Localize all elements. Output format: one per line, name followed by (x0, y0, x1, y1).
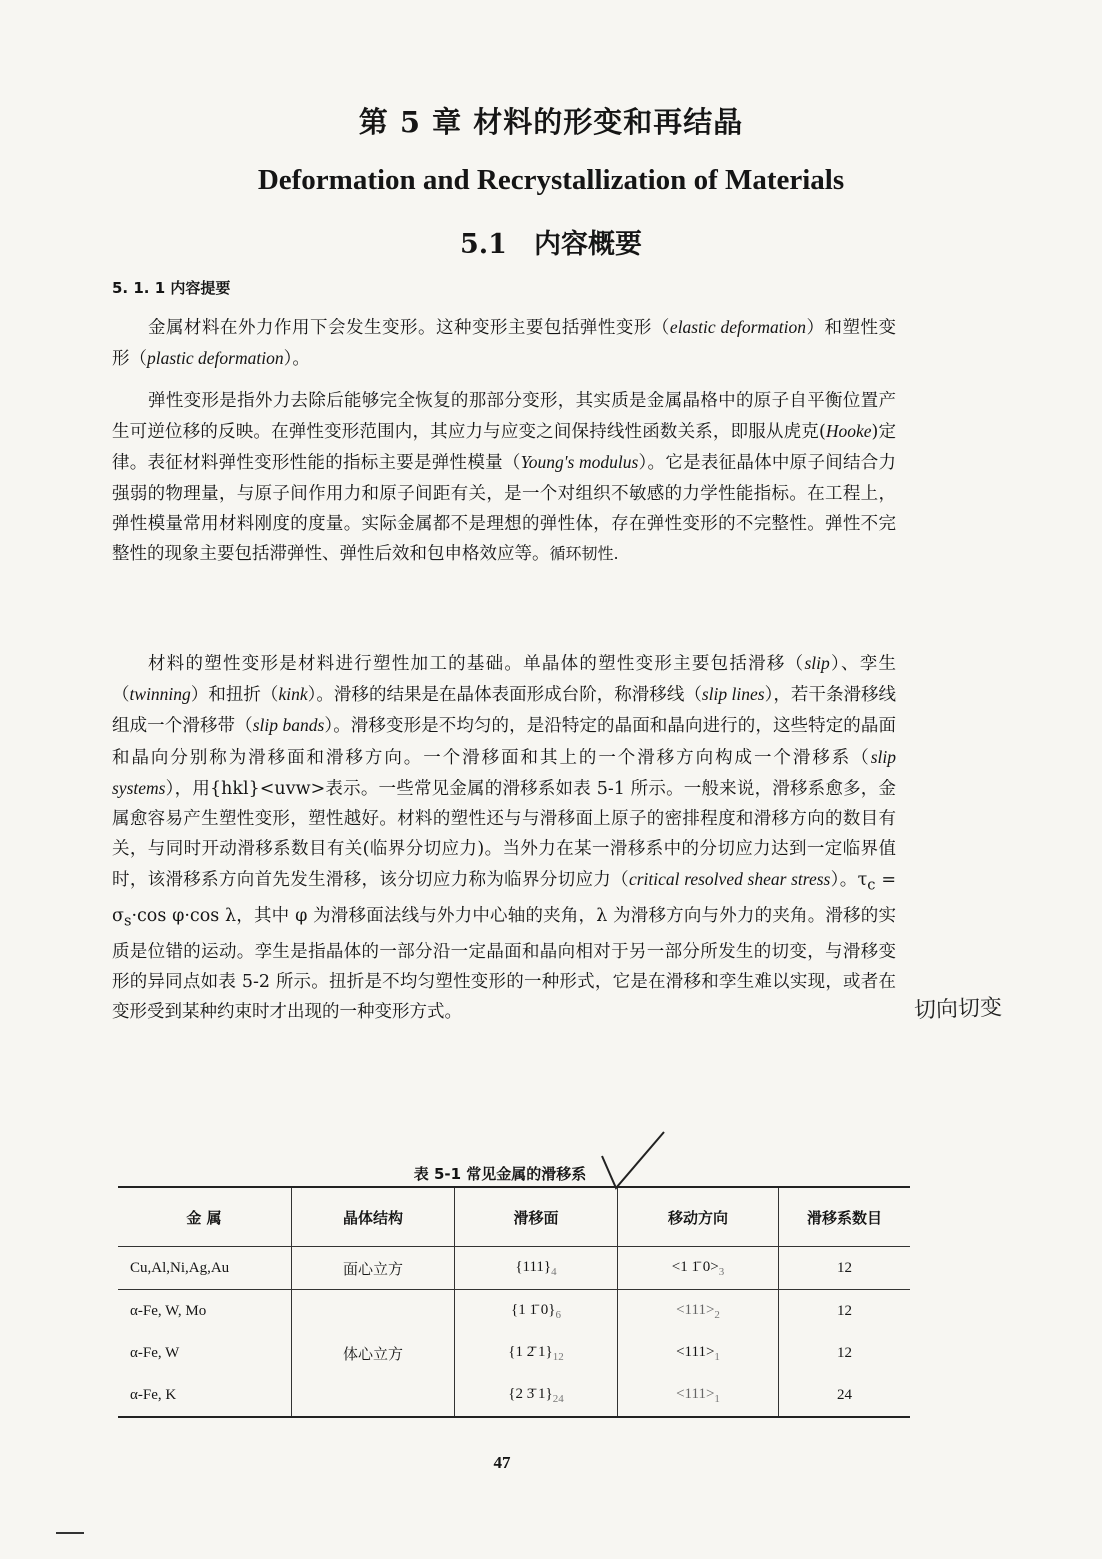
formula-sub: c (867, 876, 876, 894)
table-cell (618, 1290, 779, 1333)
table-cell (292, 1290, 455, 1333)
text-run: ）。滑移的结果是在晶体表面形成台阶，称滑移线（ (307, 685, 702, 706)
table-row (118, 1290, 910, 1333)
table-cell: 12 (779, 1247, 911, 1290)
margin-handwritten-note: 切向切变 (913, 995, 1003, 1024)
slip-system-table (118, 1186, 910, 1418)
text-run: ），若干条滑移线组成一个滑移带（ (112, 685, 897, 737)
section-title: 5.1 内容概要 (460, 229, 642, 260)
term-en: plastic deformation (147, 348, 284, 369)
cell-text: <111> (676, 1385, 715, 1402)
table-cell: Cu,Al,Ni,Ag,Au (118, 1247, 292, 1290)
term-en: slip systems (112, 746, 896, 798)
cell-text: {1 2̄ 1} (508, 1343, 553, 1360)
text-run: ）。滑移变形是不均匀的，是沿特定的晶面和晶向进行的，这些特定的晶面和晶向分别称为滑移面和滑移方向。一个滑移面和其上的一个滑移方向构成一个滑移系（ (112, 716, 896, 768)
text-run: ）和塑性变形（ (112, 318, 897, 370)
term-en: slip lines (701, 684, 765, 705)
table-row (118, 1247, 910, 1290)
paragraph-3 (112, 648, 896, 1027)
table-cell (292, 1374, 455, 1417)
formula-sub: s (123, 912, 132, 930)
header-cell: 金 属 (118, 1187, 292, 1247)
table-row (118, 1332, 910, 1374)
term-en: kink (278, 684, 308, 705)
header-cell: 移动方向 (618, 1187, 779, 1247)
text-run: ·cos φ·cos λ，其中 φ 为滑移面法线与外力中心轴的夹角，λ 为滑移方向与外力的夹角。滑移的实质是位错的运动。孪生是指晶体的一部分沿一定晶面和晶向相对于另一部分所发生的切变，与滑移变形的异同点如表 5-2 所示。扭折是不均匀塑性变形的一种形式，它是在滑移和孪生难以实现，或者在变形受到某种约束时才出现的一种变形方式。 (112, 906, 896, 1023)
table-caption: 表 5-1 常见金属的滑移系 (413, 1165, 587, 1183)
term-en: slip (804, 653, 830, 673)
table-cell: 面心立方 (292, 1247, 455, 1290)
cell-text: <111> (676, 1343, 715, 1360)
header-cell: 晶体结构 (292, 1187, 455, 1247)
table-cell (618, 1374, 779, 1417)
text-run: ）。 (283, 349, 310, 370)
term-en: Young's modulus (520, 452, 639, 473)
subsection-title: 5. 1. 1 内容提要 (112, 279, 231, 297)
text-run: ）。它是表征晶体中原子间结合力强弱的物理量，与原子间作用力和原子间距有关，是一个对组织不敏感的力学性能指标。在工程上，弹性模量常用材料刚度的度量。实际金属都不是理想的弹性体，存在弹性变形的不完整性。弹性不完整性的现象主要包括滞弹性、弹性后效和包申格效应等。 (112, 453, 897, 565)
table-cell (618, 1247, 779, 1290)
table-cell: 体心立方 (292, 1332, 455, 1374)
page-number: 47 (493, 1453, 511, 1472)
text-run: 材料的塑性变形是材料进行塑性加工的基础。单晶体的塑性变形主要包括滑移（ (148, 654, 805, 674)
pencil-note: 24 (552, 1392, 564, 1405)
table-cell: 12 (779, 1290, 911, 1333)
handwritten-note: 循环韧性. (549, 544, 619, 564)
table-header-row (118, 1187, 910, 1247)
table-cell (455, 1374, 618, 1417)
term-en: elastic deformation (669, 317, 807, 337)
table-cell: α-Fe, W, Mo (118, 1290, 292, 1333)
table-row (118, 1374, 910, 1417)
cell-text: {1 1̄ 0} (511, 1301, 556, 1318)
text-run: 弹性变形是指外力去除后能够完全恢复的那部分变形，其实质是金属晶格中的原子自平衡位置产生可逆位移的反映。在弹性变形范围内，其应力与应变之间保持线性函数关系，即服从虎克( (112, 391, 896, 443)
cell-text: {2 3̄ 1} (508, 1385, 553, 1402)
table-cell: α-Fe, K (118, 1374, 292, 1417)
chapter-title-en: Deformation and Recrystallization of Materials (257, 164, 845, 196)
pencil-note: 2 (714, 1308, 720, 1321)
pencil-note: 4 (551, 1265, 557, 1278)
cell-text: {111} (515, 1258, 552, 1275)
scan-edge-mark (56, 1532, 84, 1534)
cell-text: <111> (676, 1301, 715, 1318)
term-en: Hooke (825, 421, 872, 442)
term-en: twinning (129, 684, 191, 705)
term-en: critical resolved shear stress (628, 869, 831, 890)
formula-sigma: = σ (112, 870, 896, 927)
pencil-note: 6 (555, 1308, 561, 1321)
text-run: ），用{hkl}<uvw>表示。一些常见金属的滑移系如表 5-1 所示。一般来说，滑移系愈多，金属愈容易产生塑性变形，塑性越好。材料的塑性还与与滑移面上原子的密排程度和滑移方向的数目有关，与同时开动滑移系数目有关(临界分切应力)。当外力在某一滑移系中的分切应力达到一定临界值时，该滑移系方向首先发生滑移，该分切应力称为临界分切应力（ (112, 778, 896, 891)
table-cell: α-Fe, W (118, 1332, 292, 1374)
table-cell (455, 1247, 618, 1290)
header-cell: 滑移面 (455, 1187, 618, 1247)
pencil-note: 12 (552, 1350, 564, 1363)
cell-text: <1 1̄ 0> (671, 1258, 719, 1275)
term-en: slip bands (252, 715, 325, 736)
paragraph-2 (112, 386, 896, 569)
table-cell (455, 1332, 618, 1374)
chapter-title-cn: 第 5 章 材料的形变和再结晶 (358, 105, 744, 139)
check-mark-icon (598, 1128, 668, 1194)
table-cell: 24 (779, 1374, 911, 1417)
table-cell (618, 1332, 779, 1374)
pencil-note: 3 (718, 1265, 725, 1278)
text-run: ）和扭折（ (190, 685, 279, 706)
formula-tau: ）。τ (830, 870, 868, 891)
paragraph-1 (112, 312, 896, 374)
header-cell: 滑移系数目 (779, 1187, 911, 1247)
table-cell (455, 1290, 618, 1333)
text-run: 金属材料在外力作用下会发生变形。这种变形主要包括弹性变形（ (148, 318, 670, 338)
pencil-note: 1 (714, 1350, 720, 1363)
text-run: ）、孪生（ (112, 654, 897, 706)
text-run: )定律。表征材料弹性变形性能的指标主要是弹性模量（ (112, 422, 897, 474)
pencil-note: 1 (714, 1392, 720, 1405)
table-cell: 12 (779, 1332, 911, 1374)
